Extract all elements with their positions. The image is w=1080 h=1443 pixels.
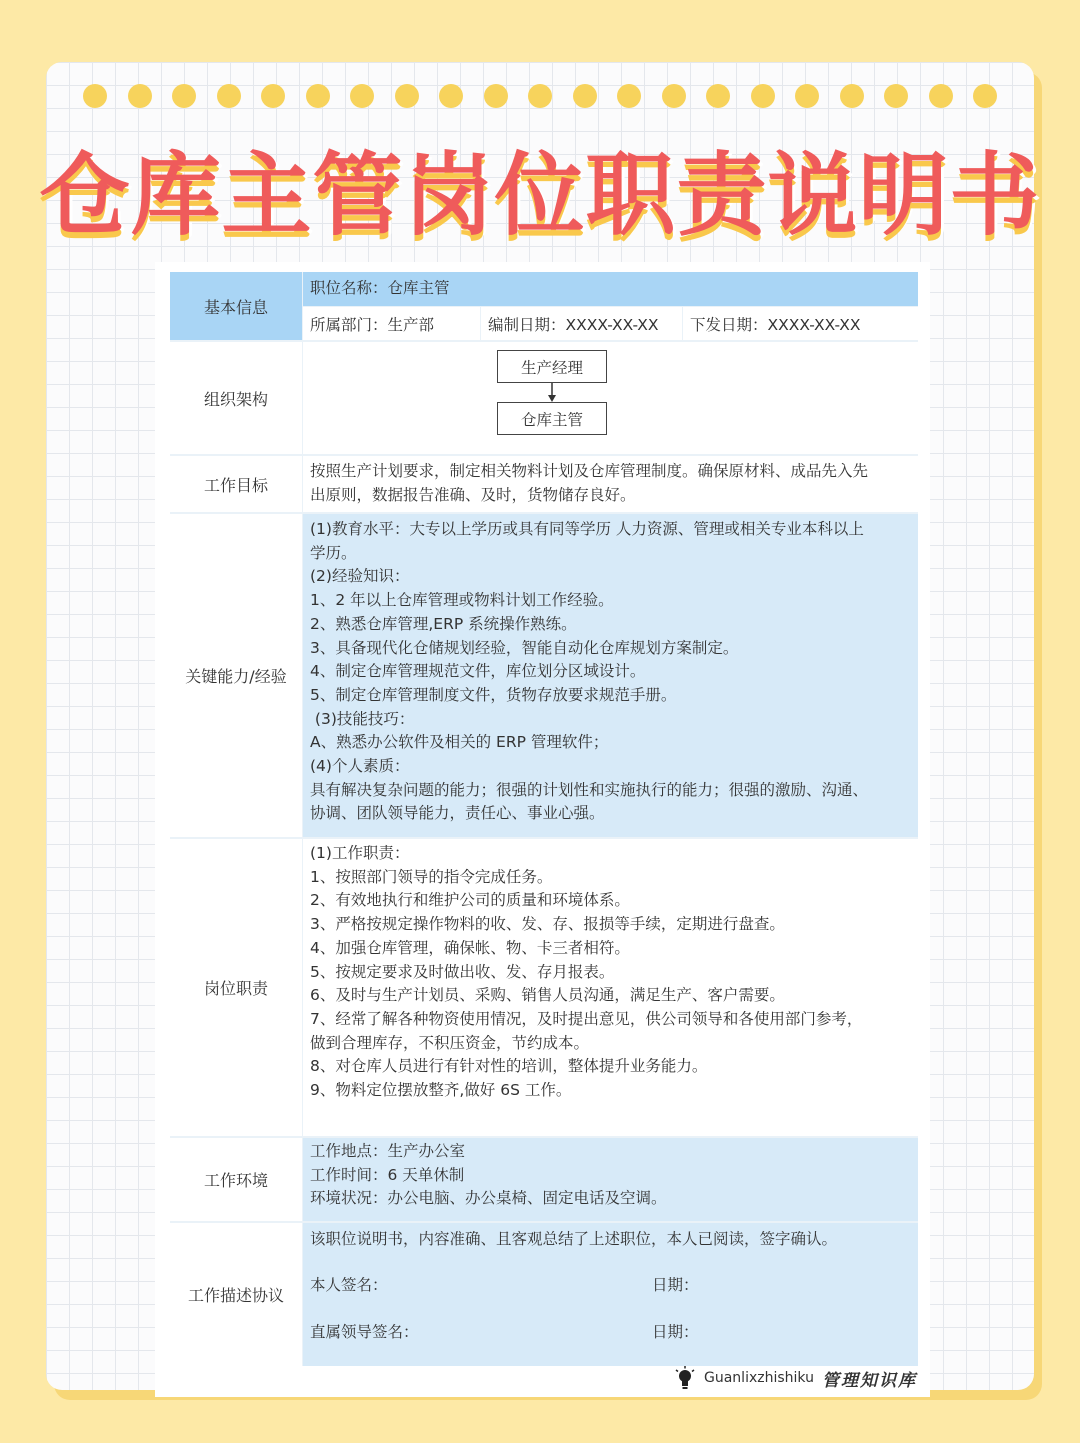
label-key-ability: 关键能力/经验 xyxy=(170,514,302,837)
dot xyxy=(350,84,374,108)
page-title: 仓库主管岗位职责说明书 xyxy=(39,143,1041,248)
work-goal-text xyxy=(303,456,918,512)
label-job-duties: 岗位职责 xyxy=(170,839,302,1136)
ability-line: (2)经验知识： xyxy=(310,567,410,586)
label-agreement: 工作描述协议 xyxy=(170,1223,302,1366)
org-chart-cell xyxy=(303,342,918,454)
footer-site-text: Guanlixzhishiku xyxy=(704,1370,814,1386)
environment-line: 环境状况：办公电脑、办公桌椅、固定电话及空调。 xyxy=(310,1189,667,1208)
duty-line: 8、对仓库人员进行有针对性的培训，整体提升业务能力。 xyxy=(310,1057,708,1076)
dot xyxy=(217,84,241,108)
duty-line: 做到合理库存，不积压资金，节约成本。 xyxy=(310,1033,590,1052)
label-work-environment: 工作环境 xyxy=(170,1138,302,1221)
basic-info-row xyxy=(303,307,918,340)
duty-line: 1、按照部门领导的指令完成任务。 xyxy=(310,867,553,886)
dot xyxy=(706,84,730,108)
org-connector-arrow xyxy=(547,383,557,403)
key-ability-text xyxy=(303,514,918,837)
environment-line: 工作地点：生产办公室 xyxy=(310,1142,466,1160)
lightbulb-icon xyxy=(674,1366,696,1390)
position-name: 职位名称：仓库主管 xyxy=(303,272,918,306)
dot xyxy=(973,84,997,108)
dot xyxy=(128,84,152,108)
goal-line: 出原则，数据报告准确、及时，货物储存良好。 xyxy=(310,485,636,504)
self-date-field[interactable]: 日期： xyxy=(652,1276,699,1294)
label-work-goal: 工作目标 xyxy=(170,456,302,512)
ability-line: (4)个人素质： xyxy=(310,757,410,776)
duty-line: 7、经常了解各种物资使用情况，及时提出意见，供公司领导和各使用部门参考， xyxy=(310,1009,863,1028)
ability-line: (3)技能技巧： xyxy=(310,709,415,728)
dot xyxy=(840,84,864,108)
job-duties-text xyxy=(303,839,918,1136)
agreement-statement: 该职位说明书，内容准确、且客观总结了上述职位，本人已阅读，签字确认。 xyxy=(310,1230,838,1248)
ability-line: 2、熟悉仓库管理,ERP 系统操作熟练。 xyxy=(310,614,577,633)
dot xyxy=(617,84,641,108)
dot xyxy=(83,84,107,108)
ability-line: (1)教育水平：大专以上学历或具有同等学历 人力资源、管理或相关专业本科以上 xyxy=(310,520,864,538)
dot xyxy=(929,84,953,108)
dot xyxy=(172,84,196,108)
duty-line: 3、严格按规定操作物料的收、发、存、报损等手续，定期进行盘查。 xyxy=(310,915,785,934)
ability-line: A、熟悉办公软件及相关的 ERP 管理软件； xyxy=(310,733,609,752)
footer-brand-text: 管理知识库 xyxy=(821,1370,917,1391)
dot xyxy=(439,84,463,108)
job-description-table xyxy=(170,272,918,1366)
self-signature-field[interactable]: 本人签名： xyxy=(310,1276,388,1294)
footer-brand xyxy=(674,1364,917,1392)
agreement-cell xyxy=(303,1223,918,1366)
ability-line: 学历。 xyxy=(310,543,357,562)
dot xyxy=(795,84,819,108)
dot xyxy=(484,84,508,108)
dot xyxy=(261,84,285,108)
duty-line: 5、按规定要求及时做出收、发、存月报表。 xyxy=(310,962,615,981)
org-node-warehouse-supervisor: 仓库主管 xyxy=(497,402,607,435)
dot xyxy=(884,84,908,108)
dot xyxy=(306,84,330,108)
goal-line: 按照生产计划要求，制定相关物料计划及仓库管理制度。确保原材料、成品先入先 xyxy=(310,462,869,480)
department: 所属部门：生产部 xyxy=(303,307,480,340)
issue-date: 下发日期：XXXX-XX-XX xyxy=(683,307,918,340)
work-environment-text xyxy=(303,1138,918,1221)
binder-dots xyxy=(80,84,1010,108)
duty-line: 6、及时与生产计划员、采购、销售人员沟通，满足生产、客户需要。 xyxy=(310,986,785,1005)
dot xyxy=(751,84,775,108)
compile-date: 编制日期：XXXX-XX-XX xyxy=(481,307,682,340)
dot xyxy=(662,84,686,108)
label-org-structure: 组织架构 xyxy=(170,342,302,454)
ability-line: 4、制定仓库管理规范文件，库位划分区域设计。 xyxy=(310,662,646,681)
duty-line: 2、有效地执行和维护公司的质量和环境体系。 xyxy=(310,891,630,910)
dot xyxy=(528,84,552,108)
duty-line: (1)工作职责： xyxy=(310,844,410,862)
ability-line: 5、制定仓库管理制度文件，货物存放要求规范手册。 xyxy=(310,685,677,704)
ability-line: 协调、团队领导能力，责任心、事业心强。 xyxy=(310,804,605,823)
environment-line: 工作时间：6 天单休制 xyxy=(310,1165,465,1184)
ability-line: 1、2 年以上仓库管理或物料计划工作经验。 xyxy=(310,591,614,610)
dot xyxy=(395,84,419,108)
org-node-production-manager: 生产经理 xyxy=(497,350,607,383)
label-basic-info: 基本信息 xyxy=(170,272,302,340)
ability-line: 3、具备现代化仓储规划经验，智能自动化仓库规划方案制定。 xyxy=(310,638,739,657)
leader-date-field[interactable]: 日期： xyxy=(652,1323,699,1341)
dot xyxy=(573,84,597,108)
duty-line: 4、加强仓库管理，确保帐、物、卡三者相符。 xyxy=(310,938,630,957)
ability-line: 具有解决复杂问题的能力；很强的计划性和实施执行的能力；很强的激励、沟通、 xyxy=(310,780,869,799)
leader-signature-field[interactable]: 直属领导签名： xyxy=(310,1323,419,1341)
duty-line: 9、物料定位摆放整齐,做好 6S 工作。 xyxy=(310,1081,572,1100)
